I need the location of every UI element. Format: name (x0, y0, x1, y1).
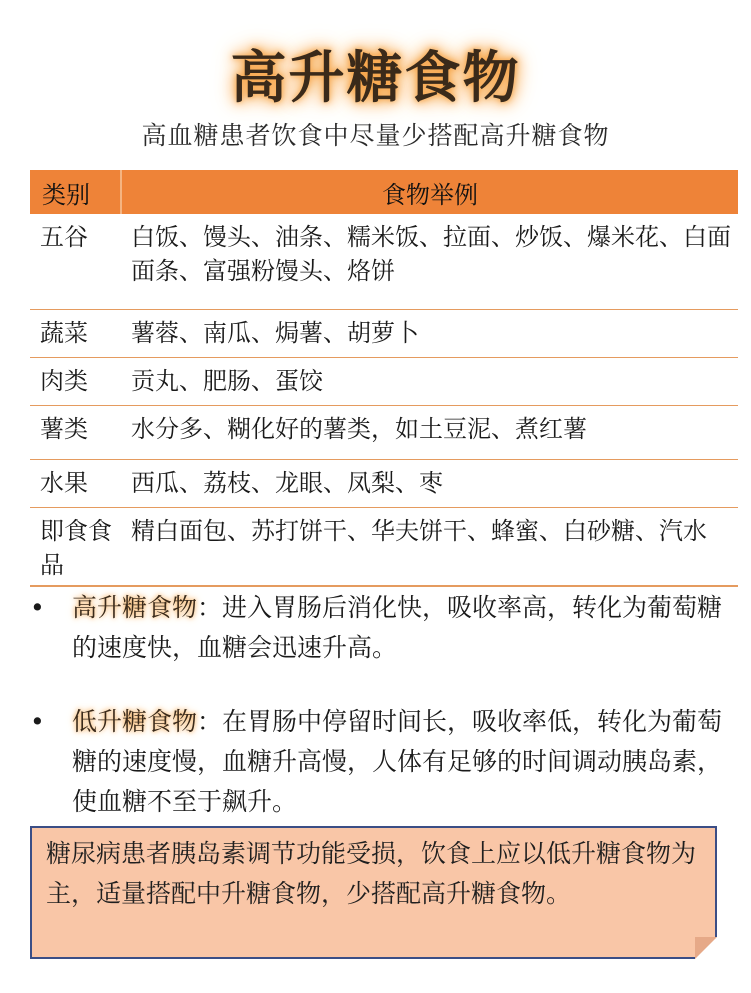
row-items: 白饭、馒头、油条、糯米饭、拉面、炒饭、爆米花、白面面条、富强粉馒头、烙饼 (121, 214, 738, 310)
bullet-high-gi (30, 588, 730, 668)
row-category: 水果 (30, 460, 121, 508)
table-row (30, 508, 738, 587)
row-items: 薯蓉、南瓜、焗薯、胡萝卜 (121, 310, 738, 358)
column-header-examples: 食物举例 (121, 170, 738, 214)
page-subtitle: 高血糖患者饮食中尽量少搭配高升糖食物 (141, 121, 610, 150)
bullet-text: ：在胃肠中停留时间长，吸收率低，转化为葡萄糖的速度慢，血糖升高慢，人体有足够的时间调动胰岛素，使血糖不至于飙升。 (72, 707, 723, 816)
note-text: 糖尿病患者胰岛素调节功能受损，饮食上应以低升糖食物为主，适量搭配中升糖食物，少搭配高升糖食物。 (46, 839, 697, 908)
row-category: 薯类 (30, 406, 121, 460)
row-items: 精白面包、苏打饼干、华夫饼干、蜂蜜、白砂糖、汽水 (121, 508, 738, 587)
bullet-low-gi (30, 702, 730, 822)
bullet-dot: • (30, 707, 45, 736)
table-row (30, 460, 738, 508)
column-header-category: 类别 (30, 170, 121, 214)
row-category: 即食食品 (30, 508, 121, 587)
bullet-dot: • (30, 593, 45, 622)
table-header-row (30, 170, 738, 214)
bullet-term: 低升糖食物 (72, 707, 198, 736)
row-items: 水分多、糊化好的薯类，如土豆泥、煮红薯 (121, 406, 738, 460)
table-row (30, 310, 738, 358)
food-table (30, 170, 738, 587)
table-row (30, 214, 738, 310)
row-category: 肉类 (30, 358, 121, 406)
table-row (30, 358, 738, 406)
bullet-list (30, 588, 730, 856)
folded-corner (695, 937, 717, 959)
bullet-text: ：进入胃肠后消化快，吸收率高，转化为葡萄糖的速度快，血糖会迅速升高。 (72, 593, 723, 662)
row-items: 西瓜、荔枝、龙眼、凤梨、枣 (121, 460, 738, 508)
note-box (30, 826, 717, 959)
row-items: 贡丸、肥肠、蛋饺 (121, 358, 738, 406)
bullet-term: 高升糖食物 (72, 593, 198, 622)
row-category: 五谷 (30, 214, 121, 310)
page-title: 高升糖食物 (230, 46, 521, 111)
row-category: 蔬菜 (30, 310, 121, 358)
table-row (30, 406, 738, 460)
